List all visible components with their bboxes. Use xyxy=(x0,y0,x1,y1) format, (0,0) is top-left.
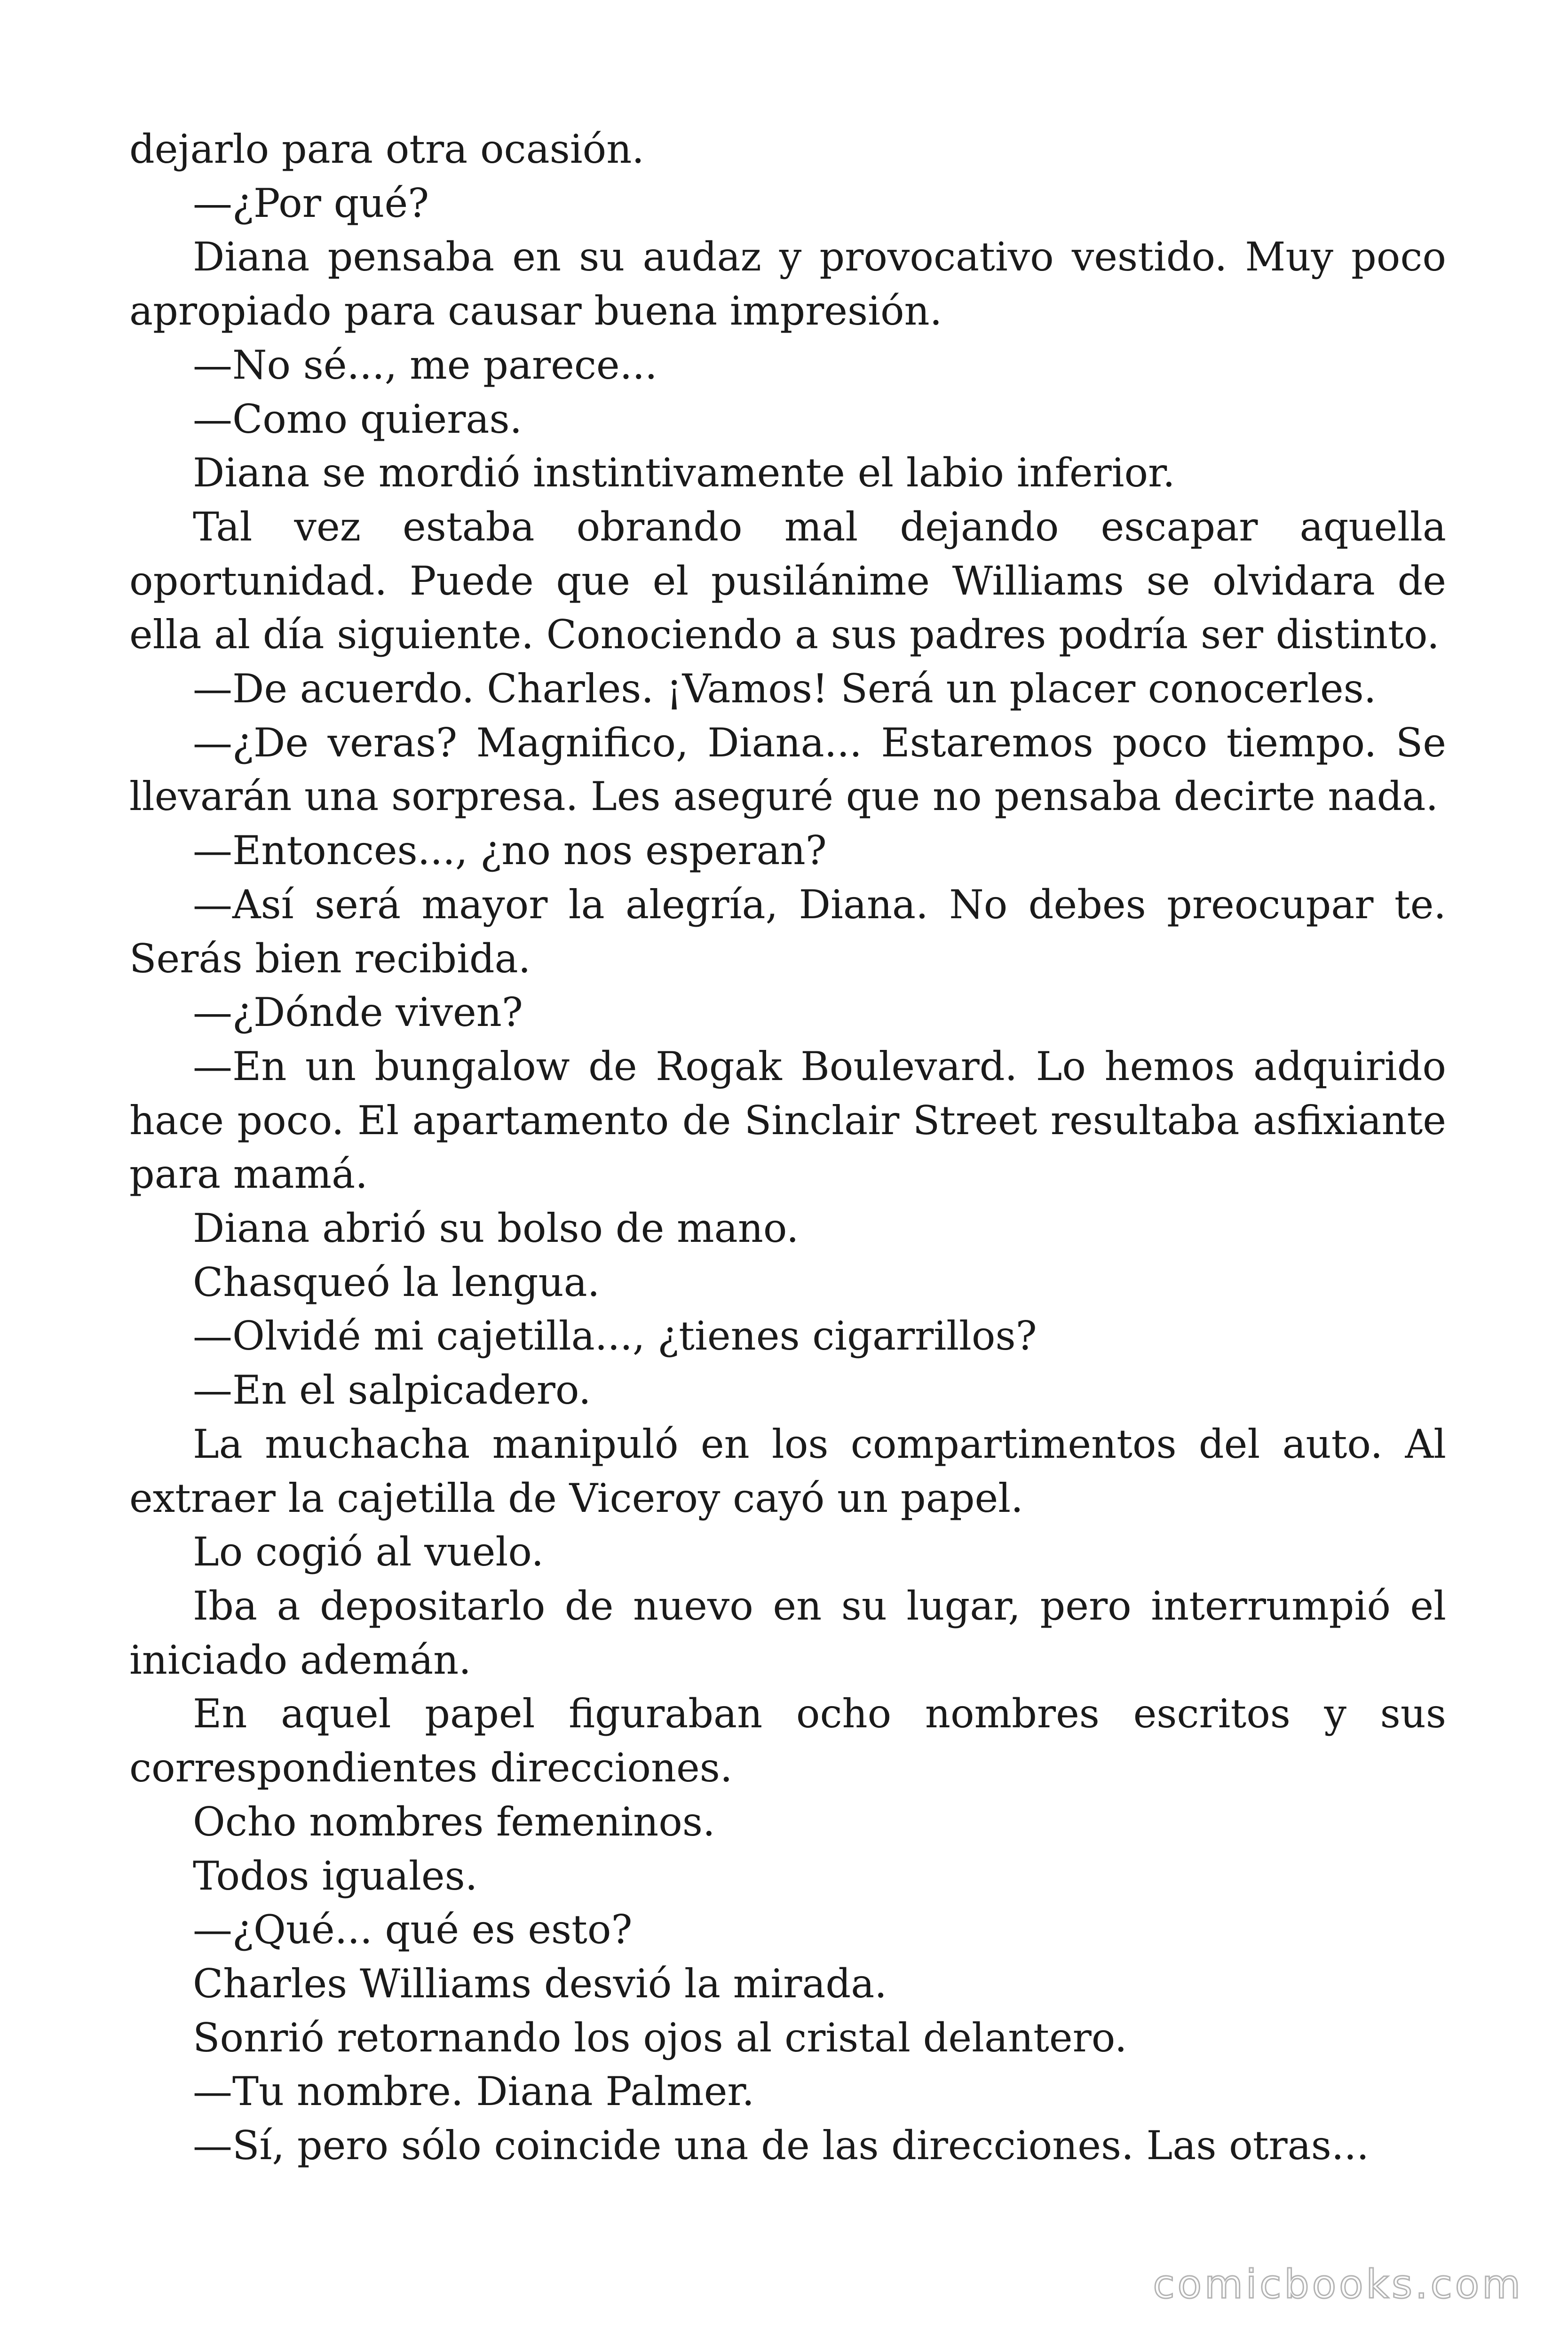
paragraph-3: Diana pensaba en su audaz y provocativo vestido. Muy poco apropiado para causar buena impresión. xyxy=(129,234,1446,334)
paragraph-1: dejarlo para otra ocasión. xyxy=(129,126,644,172)
paragraph-20: Iba a depositarlo de nuevo en su lugar, pero interrumpió el iniciado ademán. xyxy=(129,1582,1446,1683)
paragraph-24: —¿Qué... qué es esto? xyxy=(193,1907,633,1953)
paragraph-7: Tal vez estaba obrando mal dejando escapar aquella oportunidad. Puede que el pusilánime Williams se olvidara de ella al día siguiente. Conociendo a sus padres podría ser distinto. xyxy=(129,503,1446,658)
paragraph-18: La muchacha manipuló en los compartimentos del auto. Al extraer la cajetilla de Viceroy cayó un papel. xyxy=(129,1421,1446,1521)
paragraph-12: —¿Dónde viven? xyxy=(193,989,523,1036)
paragraph-10: —Entonces..., ¿no nos esperan? xyxy=(193,827,827,874)
paragraph-5: —Como quieras. xyxy=(193,396,523,442)
paragraph-23: Todos iguales. xyxy=(193,1852,478,1899)
paragraph-11: —Así será mayor la alegría, Diana. No debes preocupar te. Serás bien recibida. xyxy=(129,881,1446,982)
page-body xyxy=(129,122,1446,2173)
paragraph-27: —Tu nombre. Diana Palmer. xyxy=(193,2068,755,2115)
watermark: comicbooks.com xyxy=(1153,2261,1523,2307)
paragraph-19: Lo cogió al vuelo. xyxy=(193,1529,544,1575)
paragraph-17: —En el salpicadero. xyxy=(193,1367,591,1414)
paragraph-13: —En un bungalow de Rogak Boulevard. Lo hemos adquirido hace poco. El apartamento de Sinclair Street resultaba asfixiante para mamá. xyxy=(129,1043,1446,1198)
paragraph-25: Charles Williams desvió la mirada. xyxy=(193,1960,887,2007)
paragraph-8: —De acuerdo. Charles. ¡Vamos! Será un placer conocerles. xyxy=(193,666,1377,712)
paragraph-28: —Sí, pero sólo coincide una de las direcciones. Las otras... xyxy=(193,2122,1369,2169)
paragraph-4: —No sé..., me parece... xyxy=(193,342,657,388)
paragraph-14: Diana abrió su bolso de mano. xyxy=(193,1205,799,1252)
paragraph-16: —Olvidé mi cajetilla..., ¿tienes cigarrillos? xyxy=(193,1313,1037,1359)
paragraph-26: Sonrió retornando los ojos al cristal delantero. xyxy=(193,2014,1127,2061)
paragraph-6: Diana se mordió instintivamente el labio inferior. xyxy=(193,450,1175,496)
paragraph-22: Ocho nombres femeninos. xyxy=(193,1798,715,1845)
paragraph-9: —¿De veras? Magnifico, Diana... Estaremos poco tiempo. Se llevarán una sorpresa. Les aseguré que no pensaba decirte nada. xyxy=(129,719,1446,820)
paragraph-21: En aquel papel figuraban ocho nombres escritos y sus correspondientes direcciones. xyxy=(129,1691,1446,1791)
paragraph-15: Chasqueó la lengua. xyxy=(193,1259,600,1305)
paragraph-2: —¿Por qué? xyxy=(193,180,429,226)
